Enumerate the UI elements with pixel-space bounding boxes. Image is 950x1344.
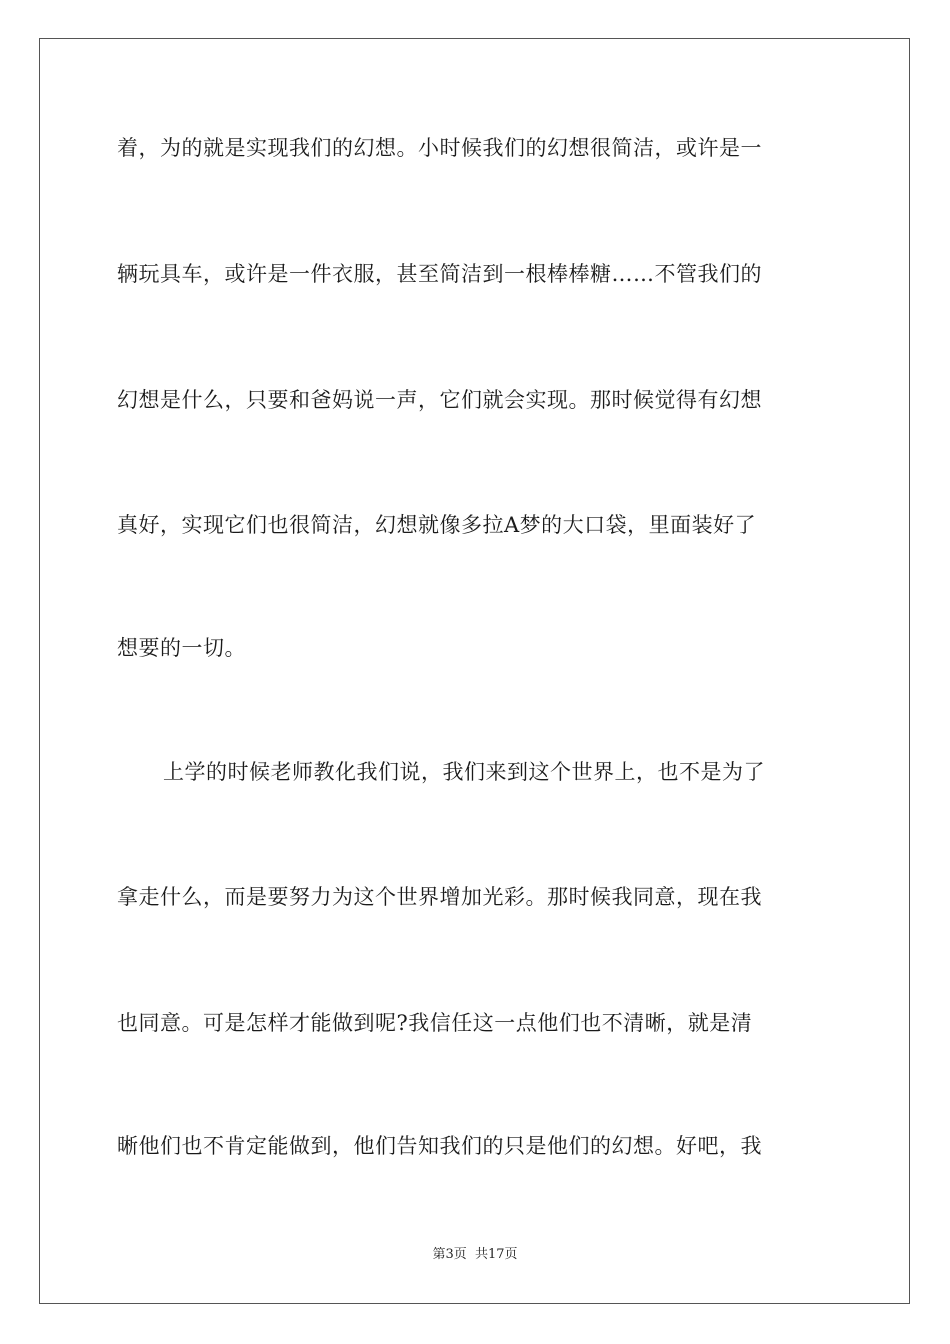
text-line: 着，为的就是实现我们的幻想。小时候我们的幻想很简洁，或许是一 bbox=[117, 136, 762, 160]
page-border bbox=[39, 38, 910, 1304]
page-number-footer: 第3页 共17页 bbox=[432, 1247, 518, 1262]
text-line: 幻想是什么，只要和爸妈说一声，它们就会实现。那时候觉得有幻想 bbox=[117, 388, 762, 412]
text-line: 拿走什么，而是要努力为这个世界增加光彩。那时候我同意，现在我 bbox=[117, 885, 762, 909]
text-line: 晰他们也不肯定能做到，他们告知我们的只是他们的幻想。好吧，我 bbox=[117, 1134, 762, 1158]
text-line: 真好，实现它们也很简洁，幻想就像多拉A梦的大口袋，里面装好了 bbox=[117, 513, 757, 537]
text-line: 辆玩具车，或许是一件衣服，甚至简洁到一根棒棒糖……不管我们的 bbox=[117, 262, 762, 286]
paragraph-start-line: 上学的时候老师教化我们说，我们来到这个世界上，也不是为了 bbox=[163, 760, 765, 784]
text-line: 也同意。可是怎样才能做到呢?我信任这一点他们也不清晰，就是清 bbox=[117, 1011, 753, 1035]
text-line: 想要的一切。 bbox=[117, 636, 246, 660]
